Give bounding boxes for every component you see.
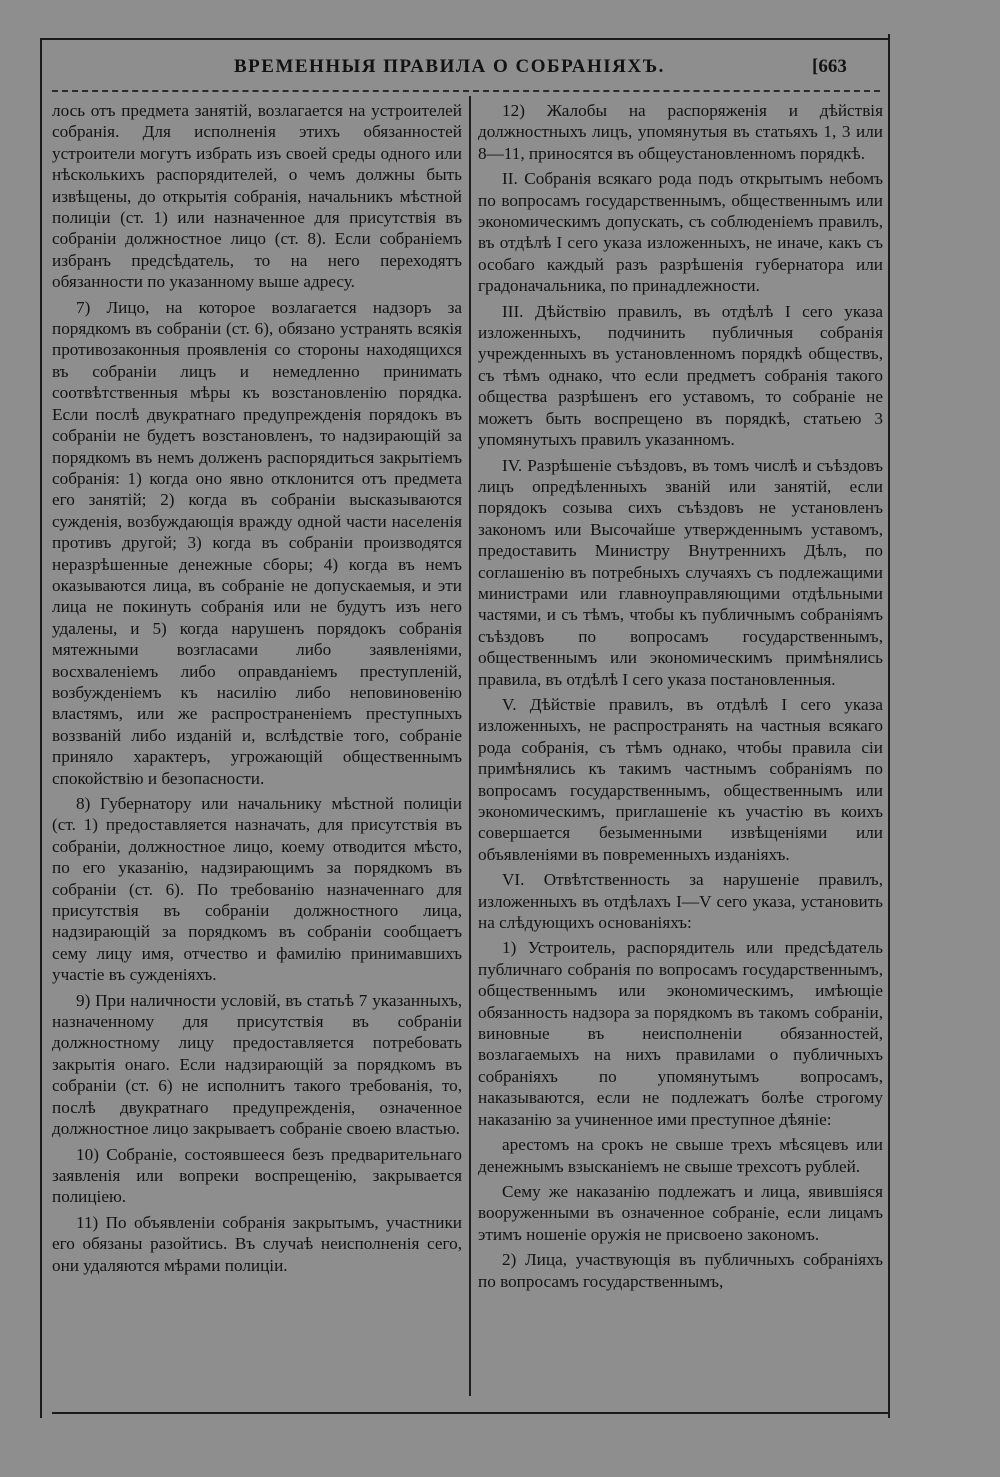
running-title: ВРЕМЕННЫЯ ПРАВИЛА О СОБРАНІЯХЪ. xyxy=(234,56,665,77)
bottom-frame-rule xyxy=(52,1412,890,1414)
paragraph: 1) Устроитель, распорядитель или предсѣдатель публичнаго собранія по вопросамъ государственнымъ, общественнымъ или экономическимъ, имѣющіе обязанность надзора за порядкомъ въ такомъ собраніи, виновные въ неисполненіи обязанностей, возлагаемыхъ на нихъ правилами о публичныхъ собраніяхъ по упомянутымъ вопросамъ, наказываются, если не подлежатъ болѣе строгому наказанію за учиненное ими преступное дѣяніе: xyxy=(478,938,883,1129)
left-column xyxy=(52,100,462,1280)
right-frame-rule xyxy=(888,34,890,1418)
paragraph: III. Дѣйствію правилъ, въ отдѣлѣ I сего указа изложенныхъ, подчинить публичныя собранія учрежденныхъ въ установленномъ порядкѣ обществъ, съ тѣмъ однако, что если предметъ собранія такого общества разрѣшенъ его уставомъ, то собраніе не можетъ быть воспрещено въ порядкѣ, статьею 3 упомянутыхъ правилъ указанномъ. xyxy=(478,301,883,450)
paragraph: 11) По объявленіи собранія закрытымъ, участники его обязаны разойтись. Въ случаѣ неисполненія сего, они удаляются мѣрами полиціи. xyxy=(52,1212,462,1275)
running-header xyxy=(52,56,880,86)
paragraph: лось отъ предмета занятій, возлагается на устроителей собранія. Для исполненія этихъ обязанностей устроители могутъ избрать изъ своей среды одного или нѣсколькихъ распорядителей, о чемъ должны быть извѣщены, до открытія собранія, начальникъ мѣстной полиціи (ст. 1) или назначенное для присутствія въ собраніи должностное лицо (ст. 8). Если собраніемъ избранъ предсѣдатель, то на него переходятъ обязанности по указанному выше адресу. xyxy=(52,101,462,292)
paragraph: 8) Губернатору или начальнику мѣстной полиціи (ст. 1) предоставляется назначать, для присутствія въ собраніи, должностное лицо, коему отводится мѣсто, по его указанію, надзирающимъ за порядкомъ въ собраніи (ст. 6). По требованію назначеннаго для присутствія въ собраніи должностного лица, надзирающій за порядкомъ въ собраніи сообщаетъ сему лицу имя, отчество и фамилію принимавшихъ участіе въ сужденіяхъ. xyxy=(52,794,462,985)
paragraph: 10) Собраніе, состоявшееся безъ предварительнаго заявленія или вопреки воспрещенію, закрывается полиціею. xyxy=(52,1144,462,1207)
paragraph: 12) Жалобы на распоряженія и дѣйствія должностныхъ лицъ, упомянутыя въ статьяхъ 1, 3 или 8—11, приносятся въ общеустановленномъ порядкѣ. xyxy=(478,101,883,163)
paragraph: 2) Лица, участвующія въ публичныхъ собраніяхъ по вопросамъ государственнымъ, xyxy=(478,1250,883,1291)
paragraph: Сему же наказанію подлежатъ и лица, явившіяся вооруженными въ означенное собраніе, если лицамъ этимъ ношеніе оружія не присвоено закономъ. xyxy=(478,1181,883,1244)
left-frame-rule xyxy=(40,40,42,1418)
paragraph: IV. Разрѣшеніе съѣздовъ, въ томъ числѣ и съѣздовъ лицъ опредѣленныхъ званій или занятій, если порядокъ созыва сихъ съѣздовъ не установленъ закономъ или Высочайше утвержденнымъ уставомъ, предоставить Министру Внутреннихъ Дѣлъ, по соглашенію въ потребныхъ случаяхъ съ подлежащими министрами или главноуправляющими отдѣльными частями, и съ тѣмъ, чтобы къ публичнымъ собраніямъ съѣздовъ по вопросамъ государственнымъ, общественнымъ или экономическимъ примѣнялись правила, въ отдѣлѣ I сего указа постановленныя. xyxy=(478,455,883,689)
paragraph: арестомъ на срокъ не свыше трехъ мѣсяцевъ или денежнымъ взысканіемъ не свыше трехсотъ рублей. xyxy=(478,1135,883,1176)
paragraph: VI. Отвѣтственность за нарушеніе правилъ, изложенныхъ въ отдѣлахъ I—V сего указа, установить на слѣдующихъ основаніяхъ: xyxy=(478,870,883,933)
right-column xyxy=(478,100,883,1296)
column-divider xyxy=(469,96,471,1396)
page-number: [663 xyxy=(812,56,847,77)
paragraph: II. Собранія всякаго рода подъ открытымъ небомъ по вопросамъ государственнымъ, общественнымъ или экономическимъ допускать, съ соблюденіемъ правилъ, въ отдѣлѣ I сего указа изложенныхъ, не иначе, какъ съ особаго каждый разъ разрѣшенія губернатора или градоначальника, по принадлежности. xyxy=(478,169,883,296)
paragraph: 9) При наличности условій, въ статьѣ 7 указанныхъ, назначенному для присутствія въ собраніи должностному лицу предоставляется потребовать закрытія онаго. Если надзирающій за порядкомъ въ собраніи (ст. 6) не исполнитъ такого требованія, то, послѣ двукратнаго предупрежденія, означенное должностное лицо закрываетъ собраніе своею властью. xyxy=(52,990,462,1139)
paragraph: V. Дѣйствіе правилъ, въ отдѣлѣ I сего указа изложенныхъ, не распространять на частныя всякаго рода собранія, съ тѣмъ однако, чтобы правила сіи примѣнялись къ такимъ частнымъ собраніямъ по вопросамъ государственнымъ, общественнымъ или экономическимъ, приглашеніе къ участію въ коихъ совершается безыменными извѣщеніями или объявленіями въ повременныхъ изданіяхъ. xyxy=(478,694,883,864)
header-rule xyxy=(52,90,880,92)
top-frame-rule xyxy=(40,38,890,40)
paragraph: 7) Лицо, на которое возлагается надзоръ за порядкомъ въ собраніи (ст. 6), обязано устранять всякія противозаконныя проявленія со стороны находящихся въ собраніи лицъ и немедленно принимать соотвѣтственныя мѣры къ возстановленію порядка. Если послѣ двукратнаго предупрежденія порядокъ въ собраніи не будетъ возстановленъ, то надзирающій за порядкомъ въ немъ долженъ распорядиться закрытіемъ собранія: 1) когда оно явно отклонится отъ предмета его занятій; 2) когда въ собраніи высказываются сужденія, возбуждающія вражду одной части населенія противъ другой; 3) когда въ собраніи производятся неразрѣшенные денежные сборы; 4) когда въ немъ оказываются лица, въ собраніе не допускаемыя, и эти лица не покинуть собранія или не будутъ изъ него удалены, и 5) когда нарушенъ порядокъ собранія мятежными возгласами либо заявленіями, восхваленіемъ либо оправданіемъ преступленій, возбужденіемъ къ насилію либо неповиновенію властямъ, или же распространеніемъ преступныхъ воззваній либо изданій и, вслѣдствіе того, собраніе приняло характеръ, угрожающій общественнымъ спокойствію и безопасности. xyxy=(52,297,462,788)
